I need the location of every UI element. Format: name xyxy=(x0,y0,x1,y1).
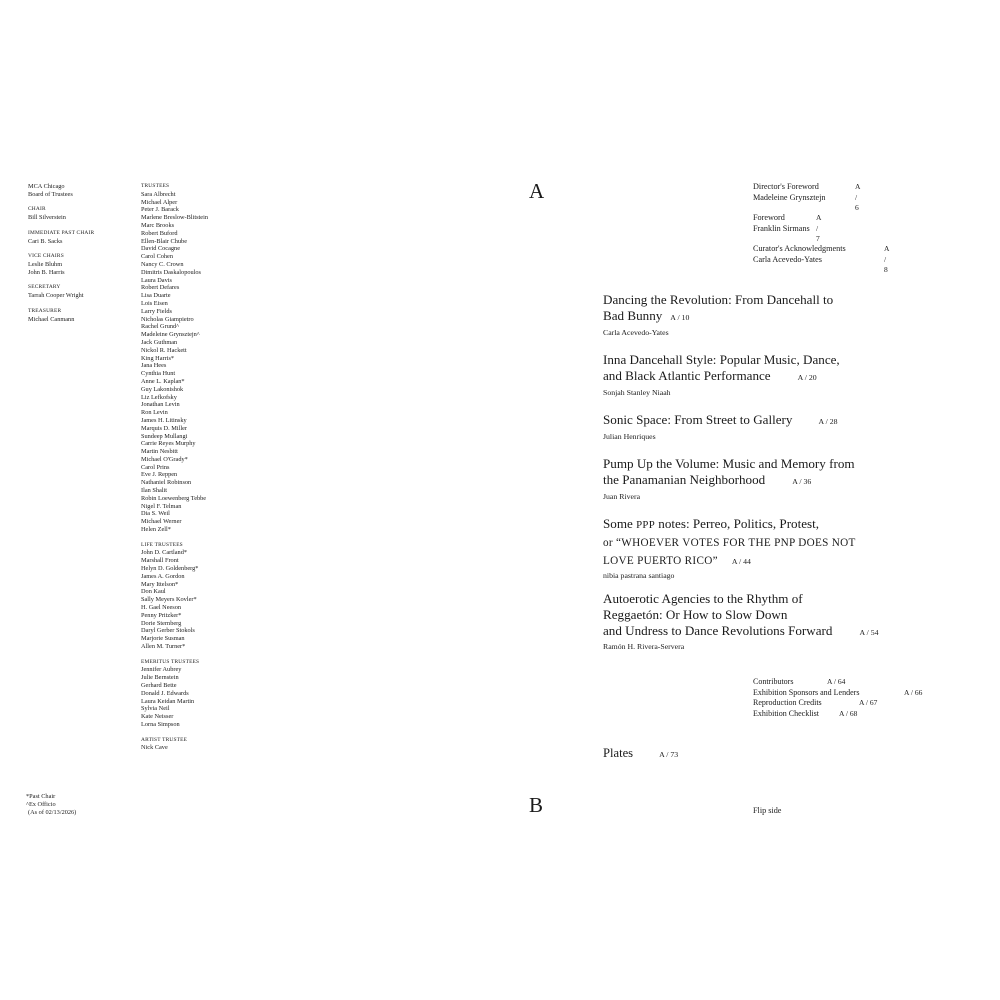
essay-title-line: Autoerotic Agencies to the Rhythm of xyxy=(603,591,803,606)
trustee-name: Eve J. Reppen xyxy=(141,471,178,479)
essay-title-line: Pump Up the Volume: Music and Memory from xyxy=(603,456,855,471)
trustee-name: Marlene Breslow-Blitstein xyxy=(141,214,208,222)
essay-entry xyxy=(603,412,903,442)
trustee-name: Gerhard Bette xyxy=(141,682,177,689)
essay-title xyxy=(603,456,903,490)
trustee-name: Michael Alper xyxy=(141,198,178,206)
board-title-line: MCA Chicago xyxy=(28,183,65,190)
page-number: A / 28 xyxy=(818,417,838,426)
trustee-name: Leslie Bluhm xyxy=(28,260,63,268)
back-matter-list xyxy=(753,677,923,719)
group-heading: TREASURER xyxy=(28,307,62,314)
trustee-name: Jack Guthman xyxy=(141,338,178,346)
trustee-name: Dorie Sternberg xyxy=(141,619,182,627)
plates-title: Plates xyxy=(603,746,634,760)
board-title-line: Board of Trustees xyxy=(28,190,73,198)
back-matter-item xyxy=(753,687,923,699)
essay-title-line: or “WHOEVER VOTES FOR THE PNP DOES NOT xyxy=(603,536,856,549)
page-number: A / 6 xyxy=(855,182,861,213)
trustee-name: Anne L. Kaplan* xyxy=(141,377,185,385)
essay-title-line: and Black Atlantic Performance xyxy=(603,367,771,383)
page-number: A / 7 xyxy=(816,213,822,244)
front-matter-item xyxy=(753,244,890,275)
back-matter-item xyxy=(753,677,859,688)
trustee-name: Robin Loewenberg Tebbe xyxy=(141,494,207,502)
essay-title-line: and Undress to Dance Revolutions Forward xyxy=(603,622,833,638)
essay-entry xyxy=(603,516,903,581)
trustee-name: John D. Cartland* xyxy=(141,549,187,557)
trustee-name: John B. Harris xyxy=(28,268,65,276)
trustee-name: Mary Ittelson* xyxy=(141,580,179,588)
trustee-name: Madeleine Grynsztejn^ xyxy=(141,331,200,339)
trustee-name: Don Kaul xyxy=(141,588,166,596)
essay-author: Ramón H. Rivera-Servera xyxy=(603,642,685,652)
life-trustees-heading: LIFE TRUSTEES xyxy=(141,541,183,548)
trustee-name: Carol Prins xyxy=(141,463,170,471)
trustee-name: Tarrah Cooper Wright xyxy=(28,292,84,300)
trustee-name: David Cocagne xyxy=(141,245,180,253)
front-matter-author: Carla Acevedo-Yates xyxy=(753,254,822,264)
front-matter-item xyxy=(753,213,822,244)
trustee-name: Michael Canmann xyxy=(28,315,75,323)
trustee-name: Jennifer Aubrey xyxy=(141,666,182,674)
trustee-name: Nicholas Giampietro xyxy=(141,315,194,323)
trustee-name: Donald J. Edwards xyxy=(141,689,189,697)
trustee-name: Laura Davis xyxy=(141,276,172,284)
trustee-name: Dia S. Weil xyxy=(141,510,170,518)
trustee-name: Marshall Front xyxy=(141,557,179,565)
trustee-name: Peter J. Barack xyxy=(141,206,179,214)
trustee-name: Penny Pritzker* xyxy=(141,611,182,619)
page-number: A / 44 xyxy=(731,556,751,566)
trustee-name: James H. Litinsky xyxy=(141,416,187,424)
trustee-name: Laura Keidan Martin xyxy=(141,697,195,705)
page-number: A / 66 xyxy=(904,687,923,697)
life-trustees-list xyxy=(141,549,281,650)
trustee-name: Helyn D. Goldenberg* xyxy=(141,565,199,573)
essay-entry xyxy=(603,591,903,652)
trustee-name: King Harris* xyxy=(141,354,175,362)
footnote: (As of 02/13/2026) xyxy=(28,808,77,816)
group-heading: VICE CHAIRS xyxy=(28,253,64,260)
board-column xyxy=(28,183,128,323)
trustee-name: Allen M. Turner* xyxy=(141,643,186,651)
plates-entry xyxy=(603,745,678,763)
page-number: A / 64 xyxy=(827,677,846,686)
essay-title-line: PPP xyxy=(636,519,656,531)
trustee-name: H. Gael Neeson xyxy=(141,604,182,612)
group-heading: SECRETARY xyxy=(28,284,61,291)
flip-side-label: Flip side xyxy=(753,806,782,815)
essay-title-line: LOVE PUERTO RICO” xyxy=(603,554,718,567)
section-letter-b: B xyxy=(529,793,544,817)
back-matter-title: Contributors xyxy=(753,677,794,686)
essay-title-line: Sonic Space: From Street to Gallery xyxy=(603,412,793,427)
essay-title-line: Reggaetón: Or How to Slow Down xyxy=(603,606,788,622)
trustee-name: Sally Meyers Kovler* xyxy=(141,596,197,604)
footnote: *Past Chair xyxy=(26,793,56,800)
page-number: A / 67 xyxy=(859,698,878,707)
trustee-name: Marquis D. Miller xyxy=(141,424,187,432)
essay-author: Julian Henriques xyxy=(603,431,656,441)
essay-title-line: Some xyxy=(603,516,637,531)
trustee-name: Cynthia Hunt xyxy=(141,370,176,378)
essay-title xyxy=(603,412,903,430)
trustee-name: Robert Buford xyxy=(141,229,178,237)
trustee-name: Martin Nesbitt xyxy=(141,448,178,456)
front-matter-author: Franklin Sirmans xyxy=(753,223,810,233)
page-number: A / 20 xyxy=(797,372,817,382)
trustee-name: Liz Lefkofsky xyxy=(141,393,177,401)
trustee-name: Ellen-Blair Chube xyxy=(141,237,187,245)
trustee-name: Robert Defares xyxy=(141,284,180,292)
trustees-list xyxy=(141,191,281,534)
trustee-name: Carrie Reyes Murphy xyxy=(141,440,196,448)
trustee-name: Kate Neisser xyxy=(141,713,174,721)
trustee-name: Nancy C. Crown xyxy=(141,260,184,268)
trustee-name: Jonathan Levin xyxy=(141,401,180,409)
artist-trustee-heading: ARTIST TRUSTEE xyxy=(141,736,188,743)
trustee-name: Dimitris Daskalopoulos xyxy=(141,268,201,276)
trustee-name: Nathaniel Robinson xyxy=(141,479,192,487)
essay-author: nibia pastrana santiago xyxy=(603,571,675,581)
trustee-name: Nickol R. Hackett xyxy=(141,346,187,354)
trustee-name: Cari B. Sacks xyxy=(28,237,63,245)
trustee-name: Rachel Grund^ xyxy=(141,323,180,331)
trustees-heading: TRUSTEES xyxy=(141,183,170,189)
trustee-name: Sundeep Mullangi xyxy=(141,432,188,440)
footnote: ^Ex Officio xyxy=(26,800,56,808)
footnotes xyxy=(26,793,146,816)
trustee-name: Ilan Shalit xyxy=(141,487,168,495)
back-matter-item xyxy=(753,709,859,720)
trustee-name: Bill Silverstein xyxy=(28,214,66,222)
trustee-name: Guy Lakonishok xyxy=(141,385,184,393)
trustee-name: Jana Hees xyxy=(141,362,167,370)
emeritus-trustees-list xyxy=(141,666,281,728)
essay-title-line: Bad Bunny xyxy=(603,307,663,323)
trustee-name: Lorna Simpson xyxy=(141,720,180,728)
trustee-name: Julie Bernstein xyxy=(141,674,179,682)
page-number: A / 10 xyxy=(670,312,690,322)
essay-title xyxy=(603,292,903,326)
group-heading: IMMEDIATE PAST CHAIR xyxy=(28,229,95,236)
essay-author: Juan Rivera xyxy=(603,491,641,501)
trustee-name: James A. Gordon xyxy=(141,572,185,580)
essay-author: Sonjah Stanley Niaah xyxy=(603,387,671,397)
front-matter-title: Curator's Acknowledgments xyxy=(753,244,846,253)
trustee-name: Marc Brooks xyxy=(141,221,175,229)
front-matter-title: Foreword xyxy=(753,213,785,222)
page-number: A / 73 xyxy=(659,750,679,759)
front-matter-item xyxy=(753,182,861,213)
page-number: A / 36 xyxy=(792,476,812,486)
trustee-name: Larry Fields xyxy=(141,307,172,315)
page-number: A / 68 xyxy=(839,708,858,718)
essay-title-line: notes: Perreo, Politics, Protest, xyxy=(655,516,820,531)
back-matter-title: Exhibition Sponsors and Lenders xyxy=(753,687,860,697)
trustee-name: Nick Cave xyxy=(141,744,168,752)
front-matter-title: Director's Foreword xyxy=(753,182,819,191)
group-heading: CHAIR xyxy=(28,206,46,213)
trustee-name: Ron Levin xyxy=(141,409,168,417)
essay-entry xyxy=(603,456,903,502)
essay-entry xyxy=(603,352,903,398)
page-number: A / 54 xyxy=(859,627,879,637)
trustee-name: Michael Werner xyxy=(141,518,182,526)
essay-title-line: Dancing the Revolution: From Dancehall to xyxy=(603,292,834,307)
emeritus-trustees-heading: EMERITUS TRUSTEES xyxy=(141,658,200,665)
trustee-name: Sylvia Neil xyxy=(141,705,170,713)
trustee-name: Sara Albrecht xyxy=(141,190,176,198)
essay-author: Carla Acevedo-Yates xyxy=(603,327,669,337)
page-number: A / 8 xyxy=(884,244,890,275)
back-matter-title: Reproduction Credits xyxy=(753,698,822,707)
trustee-name: Michael O'Grady* xyxy=(141,455,188,463)
front-matter-author: Madeleine Grynsztejn xyxy=(753,192,826,202)
essay-title xyxy=(603,352,903,386)
essay-title xyxy=(603,591,903,640)
trustee-name: Helen Zell* xyxy=(141,526,171,534)
essay-title-line: the Panamanian Neighborhood xyxy=(603,471,766,487)
trustee-name: Lois Eisen xyxy=(141,299,168,307)
artist-trustee-list xyxy=(141,744,281,752)
essay-entry xyxy=(603,292,903,338)
trustees-column xyxy=(141,183,281,752)
trustee-name: Carol Cohen xyxy=(141,253,174,261)
essay-title-line: Inna Dancehall Style: Popular Music, Dance, xyxy=(603,352,840,367)
back-matter-item xyxy=(753,698,878,709)
essay-title xyxy=(603,516,903,569)
back-matter-title: Exhibition Checklist xyxy=(753,708,819,718)
trustee-name: Nigel F. Telman xyxy=(141,502,182,510)
trustee-name: Daryl Gerber Stokols xyxy=(141,627,195,635)
section-letter-a: A xyxy=(529,179,545,203)
trustee-name: Lisa Duarte xyxy=(141,292,171,300)
trustee-name: Marjorie Susman xyxy=(141,635,185,643)
